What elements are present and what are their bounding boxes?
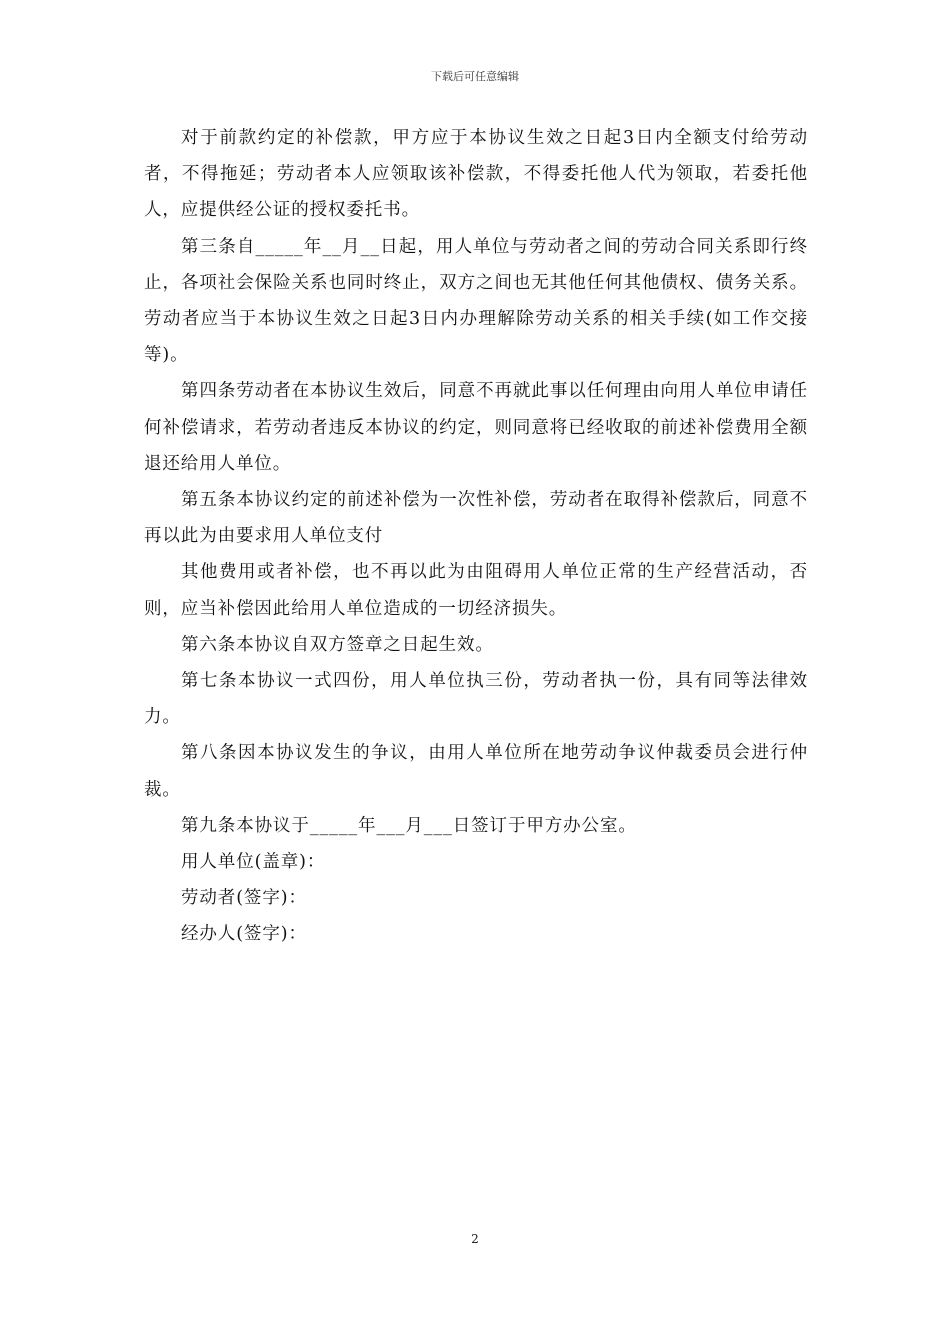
paragraph-article-9: 第九条本协议于_____年___月___日签订于甲方办公室。 [181, 815, 637, 836]
page-number: 2 [471, 1232, 479, 1246]
page-header: 下载后可任意编辑 [431, 70, 519, 83]
signature-handler: 经办人(签字)： [181, 924, 307, 945]
signature-employee: 劳动者(签字)： [181, 888, 307, 909]
paragraph-article-4: 第四条劳动者在本协议生效后，同意不再就此事以任何理由向用人单位申请任何补偿请求，若劳动者违反本协议的约定，则同意将已经收取的前述补偿费用全额退还给用人单位。 [144, 381, 808, 474]
paragraph-article-6: 第六条本协议自双方签章之日起生效。 [181, 634, 494, 655]
paragraph-compensation-payment: 对于前款约定的补偿款，甲方应于本协议生效之日起3日内全额支付给劳动者，不得拖延；劳动者本人应领取该补偿款，不得委托他人代为领取，若委托他人，应提供经公证的授权委托书。 [144, 128, 808, 221]
document-body [144, 120, 808, 953]
paragraph-article-3: 第三条自_____年__月__日起，用人单位与劳动者之间的劳动合同关系即行终止，各项社会保险关系也同时终止，双方之间也无其他任何其他债权、债务关系。劳动者应当于本协议生效之日起3日内办理解除劳动关系的相关手续(如工作交接等)。 [144, 236, 808, 366]
paragraph-article-7: 第七条本协议一式四份，用人单位执三份，劳动者执一份，具有同等法律效力。 [144, 671, 808, 728]
paragraph-article-5: 第五条本协议约定的前述补偿为一次性补偿，劳动者在取得补偿款后，同意不再以此为由要求用人单位支付 [144, 490, 808, 547]
paragraph-article-5-continued: 其他费用或者补偿，也不再以此为由阻碍用人单位正常的生产经营活动，否则，应当补偿因此给用人单位造成的一切经济损失。 [144, 562, 808, 619]
signature-employer: 用人单位(盖章)： [181, 852, 326, 873]
paragraph-article-8: 第八条因本协议发生的争议，由用人单位所在地劳动争议仲裁委员会进行仲裁。 [144, 743, 808, 800]
